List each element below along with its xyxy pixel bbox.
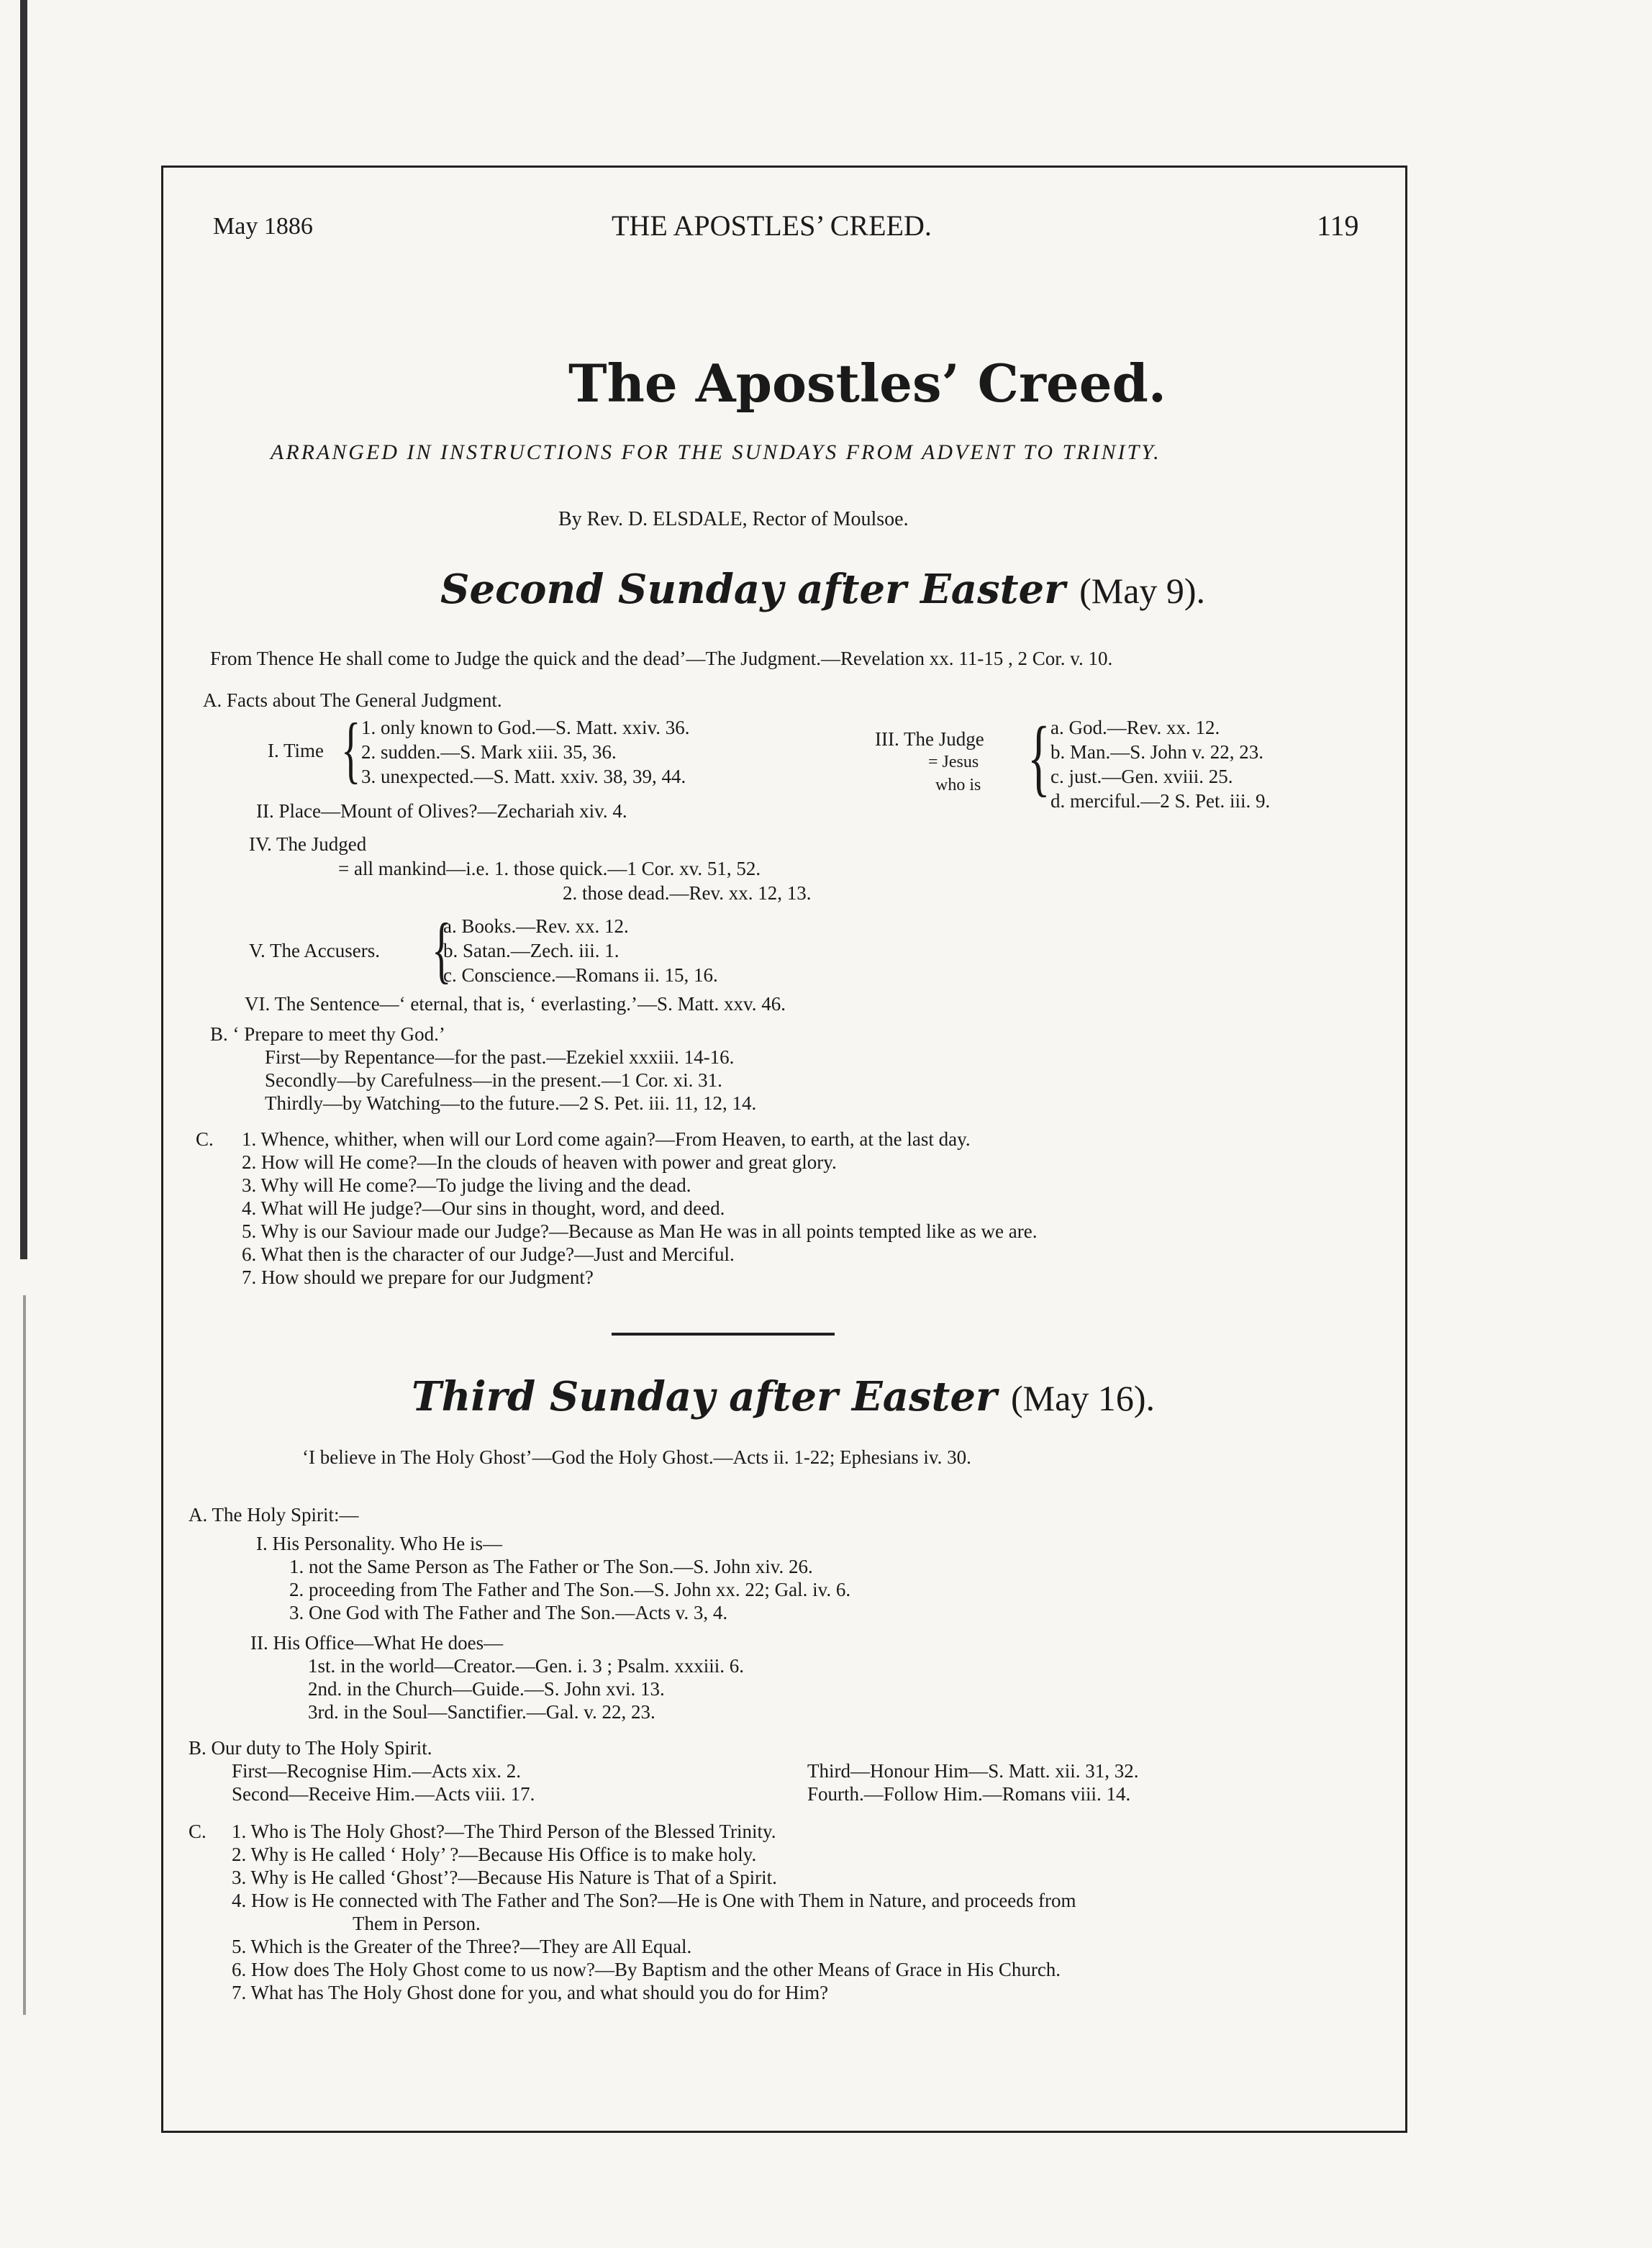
second-q-4: 4. What will He judge?—Our sins in thought, word, and deed. (242, 1197, 725, 1219)
personality-item-2: 2. proceeding from The Father and The Son.—S. John xx. 22; Gal. iv. 6. (289, 1579, 851, 1600)
place-line: II. Place—Mount of Olives?—Zechariah xiv. 4. (256, 800, 627, 822)
accusers-label: V. The Accusers. (249, 940, 380, 961)
judge-item-3: c. just.—Gen. xviii. 25. (1050, 766, 1233, 787)
judge-item-1: a. God.—Rev. xx. 12. (1050, 717, 1220, 738)
judge-brace: { (1027, 709, 1050, 805)
second-q-3: 3. Why will He come?—To judge the living and the dead. (242, 1174, 691, 1196)
accusers-brace: { (432, 908, 452, 991)
third-b-left-2: Second—Receive Him.—Acts viii. 17. (232, 1783, 535, 1805)
third-q-3: 3. Why is He called ‘Ghost’?—Because His Nature is That of a Spirit. (232, 1867, 777, 1888)
time-label: I. Time (268, 740, 324, 761)
second-q-1: 1. Whence, whither, when will our Lord come again?—From Heaven, to earth, at the last day. (242, 1128, 971, 1150)
byline: By Rev. D. ELSDALE, Rector of Moulsoe. (558, 508, 909, 530)
third-q-4-cont: Them in Person. (353, 1913, 481, 1934)
third-heading-text: Third Sunday after Easter (412, 1373, 997, 1420)
office-item-3: 3rd. in the Soul—Sanctifier.—Gal. v. 22, 23. (308, 1701, 655, 1723)
personality-item-3: 3. One God with The Father and The Son.—Acts v. 3, 4. (289, 1602, 728, 1623)
section-divider (612, 1333, 835, 1336)
section-heading-second-sunday (440, 566, 1205, 613)
time-brace: { (341, 708, 361, 791)
judged-line-2: 2. those dead.—Rev. xx. 12, 13. (563, 882, 812, 904)
page-title: The Apostles’ Creed. (568, 353, 1166, 414)
third-q-2: 2. Why is He called ‘ Holy’ ?—Because His Office is to make holy. (232, 1844, 757, 1865)
second-q-7: 7. How should we prepare for our Judgment? (242, 1266, 594, 1288)
second-a-title: A. Facts about The General Judgment. (203, 689, 502, 711)
b-line-4: Thirdly—by Watching—to the future.—2 S. Pet. iii. 11, 12, 14. (265, 1092, 757, 1114)
accusers-item-1: a. Books.—Rev. xx. 12. (443, 915, 629, 937)
third-q-6: 6. How does The Holy Ghost come to us now?—By Baptism and the other Means of Grace in His Church. (232, 1959, 1061, 1980)
office-item-1: 1st. in the world—Creator.—Gen. i. 3 ; Psalm. xxxiii. 6. (308, 1655, 744, 1677)
second-text: From Thence He shall come to Judge the quick and the dead’—The Judgment.—Revelation xx. 11-15 , 2 Cor. v. 10. (210, 648, 1113, 669)
judged-line-1: = all mankind—i.e. 1. those quick.—1 Cor. xv. 51, 52. (338, 858, 761, 879)
judge-sub-2: who is (935, 776, 981, 794)
scan-edge-mark (20, 0, 27, 1259)
time-item-3: 3. unexpected.—S. Matt. xxiv. 38, 39, 44. (361, 766, 686, 787)
header-left: May 1886 (213, 213, 313, 240)
second-q-5: 5. Why is our Saviour made our Judge?—Because as Man He was in all points tempted like as we are. (242, 1220, 1038, 1242)
third-q-5: 5. Which is the Greater of the Three?—They are All Equal. (232, 1936, 692, 1957)
judged-title: IV. The Judged (249, 833, 367, 855)
header-center: THE APOSTLES’ CREED. (612, 209, 932, 242)
personality-line: I. His Personality. Who He is— (256, 1533, 502, 1554)
b-line-2: First—by Repentance—for the past.—Ezekiel xxxiii. 14-16. (265, 1046, 735, 1068)
third-a-title: A. The Holy Spirit:— (189, 1504, 359, 1526)
third-b-title: B. Our duty to The Holy Spirit. (189, 1737, 432, 1759)
third-date: (May 16). (1011, 1378, 1155, 1418)
second-q-6: 6. What then is the character of our Judge?—Just and Merciful. (242, 1243, 735, 1265)
third-q-4: 4. How is He connected with The Father and The Son?—He is One with Them in Nature, and proceeds from (232, 1890, 1076, 1911)
section-heading-third-sunday (412, 1373, 1155, 1420)
time-item-2: 2. sudden.—S. Mark xiii. 35, 36. (361, 741, 617, 763)
third-text: ‘I believe in The Holy Ghost’—God the Holy Ghost.—Acts ii. 1-22; Ephesians iv. 30. (302, 1446, 971, 1468)
second-heading-text: Second Sunday after Easter (440, 566, 1066, 613)
second-q-2: 2. How will He come?—In the clouds of heaven with power and great glory. (242, 1151, 837, 1173)
second-date: (May 9). (1079, 571, 1206, 611)
page-number: 119 (1317, 209, 1359, 242)
sentence-line: VI. The Sentence—‘ eternal, that is, ‘ everlasting.’—S. Matt. xxv. 46. (245, 993, 786, 1015)
third-b-left-1: First—Recognise Him.—Acts xix. 2. (232, 1760, 521, 1782)
b-line-3: Secondly—by Carefulness—in the present.—1 Cor. xi. 31. (265, 1069, 722, 1091)
third-q-7: 7. What has The Holy Ghost done for you, and what should you do for Him? (232, 1982, 829, 2003)
judge-label: III. The Judge (875, 728, 984, 750)
third-q-1: 1. Who is The Holy Ghost?—The Third Person of the Blessed Trinity. (232, 1821, 776, 1842)
accusers-item-2: b. Satan.—Zech. iii. 1. (443, 940, 620, 961)
third-b-right-2: Fourth.—Follow Him.—Romans viii. 14. (807, 1783, 1131, 1805)
b-line-1: B. ‘ Prepare to meet thy God.’ (210, 1023, 445, 1045)
scan-edge-mark-lower (23, 1295, 26, 2015)
judge-item-4: d. merciful.—2 S. Pet. iii. 9. (1050, 790, 1271, 812)
office-item-2: 2nd. in the Church—Guide.—S. John xvi. 13. (308, 1678, 665, 1700)
judge-sub-1: = Jesus (928, 753, 979, 771)
personality-item-1: 1. not the Same Person as The Father or The Son.—S. John xiv. 26. (289, 1556, 813, 1577)
subtitle: ARRANGED IN INSTRUCTIONS FOR THE SUNDAYS FROM ADVENT TO TRINITY. (271, 440, 1161, 464)
third-b-right-1: Third—Honour Him—S. Matt. xii. 31, 32. (807, 1760, 1139, 1782)
third-c-label: C. (189, 1821, 206, 1842)
judge-item-2: b. Man.—S. John v. 22, 23. (1050, 741, 1264, 763)
accusers-item-3: c. Conscience.—Romans ii. 15, 16. (443, 964, 718, 986)
time-item-1: 1. only known to God.—S. Matt. xxiv. 36. (361, 717, 690, 738)
second-c-label: C. (196, 1128, 214, 1150)
office-line: II. His Office—What He does— (250, 1632, 504, 1654)
